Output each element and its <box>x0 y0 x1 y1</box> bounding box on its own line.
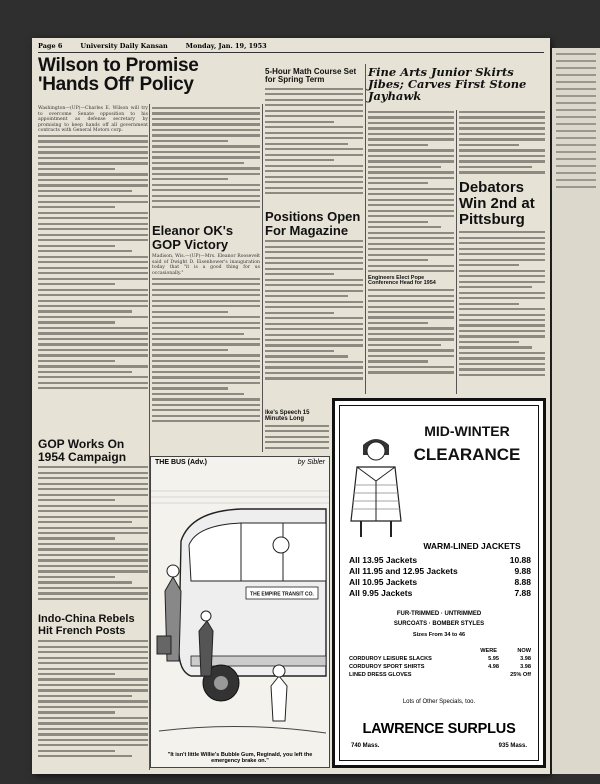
store-addresses <box>351 743 527 749</box>
column-5-top <box>459 110 545 178</box>
ike-story-text <box>265 425 329 449</box>
cartoon-caption: "It isn't little Willie's Bubble Gum, Reginald, you left the emergency brake on." <box>167 752 313 764</box>
bus-cartoon <box>150 456 330 768</box>
page-number: Page 6 <box>38 42 63 50</box>
address-1: 740 Mass. <box>351 743 380 749</box>
magazine-story-text <box>265 240 363 379</box>
specials-header: WERE NOW <box>480 648 531 654</box>
issue-date: Monday, Jan. 19, 1953 <box>185 42 267 50</box>
jayhawk-story-text <box>368 111 454 272</box>
headline-wilson: Wilson to Promise 'Hands Off' Policy <box>38 55 199 95</box>
masthead <box>38 42 544 53</box>
cartoon-header <box>151 459 329 466</box>
jacket-row-2: All 10.95 Jackets 8.88 <box>349 577 531 587</box>
address-2: 935 Mass. <box>498 743 527 749</box>
adjacent-page-edge <box>552 48 600 774</box>
cartoon-title: THE BUS (Adv.) <box>155 459 207 466</box>
column-3-math <box>265 68 363 198</box>
wilson-story-text <box>38 135 148 389</box>
paper-name: University Daily Kansan <box>80 42 168 50</box>
headline-positions-open: Positions Open For Magazine <box>265 209 361 238</box>
debators-story-text <box>459 231 545 376</box>
jacket-row-1: All 11.95 and 12.95 Jackets 9.88 <box>349 566 531 576</box>
ad-title-midwinter: MID-WINTER <box>424 423 510 439</box>
eleanor-story-text <box>152 278 260 423</box>
lawrence-surplus-ad <box>332 398 546 768</box>
eleanor-dateline: Madison, Wis.—(UP)—Mrs. Eleanor Roosevelt said of Dwight D. Eisenhower's inauguration today that "it is a good thing for us occasionally." <box>152 254 260 277</box>
headline-engineers: Engineers Elect Pope Conference Head for 1954 <box>368 274 436 287</box>
engineers-story-text <box>368 289 454 373</box>
special-row-2: LINED DRESS GLOVES 25% Off <box>349 672 531 678</box>
column-3-magazine <box>265 210 363 406</box>
indochina-story-text <box>38 640 148 757</box>
gop-story-text <box>38 466 148 600</box>
column-1-indochina <box>38 614 148 770</box>
math-story-text <box>265 88 363 194</box>
headline-ike-speech: Ike's Speech 15 Minutes Long <box>265 410 310 423</box>
fur-trim-line: FUR-TRIMMED · UNTRIMMED <box>396 611 482 617</box>
column-1-gop <box>38 438 148 606</box>
headline-gop-1954: GOP Works On 1954 Campaign <box>38 437 127 464</box>
special-row-0: CORDUROY LEISURE SLACKS 5.95 3.98 <box>349 656 531 662</box>
headline-debators: Debators Win 2nd at Pittsburg <box>459 179 535 228</box>
other-specials: Lots of Other Specials, too. <box>402 699 476 705</box>
column-5-debators <box>459 180 545 394</box>
surcoat-line: SURCOATS · BOMBER STYLES <box>393 621 485 627</box>
cartoon-illustration <box>151 471 329 751</box>
headline-eleanor: Eleanor OK's GOP Victory <box>152 223 234 252</box>
column-4-jayhawk <box>368 66 544 108</box>
headline-fine-arts: Fine Arts Junior Skirts Jibes; Carves First Stone Jayhawk <box>368 65 527 104</box>
column-3-ike <box>265 410 329 456</box>
jacket-man-illustration <box>343 425 409 537</box>
jacket-row-0: All 13.95 Jackets 10.88 <box>349 555 531 565</box>
headline-math-course: 5-Hour Math Course Set for Spring Term <box>265 67 357 85</box>
jacket-price-list <box>349 555 531 599</box>
jayhawk-continued-text <box>459 111 545 174</box>
jacket-row-3: All 9.95 Jackets 7.88 <box>349 588 531 598</box>
wilson-continued-text <box>152 107 260 208</box>
special-row-1: CORDUROY SPORT SHIRTS 4.98 3.98 <box>349 664 531 670</box>
specials-list <box>349 647 531 679</box>
ad-title-clearance: CLEARANCE <box>413 445 521 464</box>
newspaper-page <box>32 38 550 774</box>
wilson-lead: Washington—(UP)—Charles E. Wilson will try to overcome Senate opposition to his appointment as defense secretary by promising to keep hands off all government contracts with General Motors corp. <box>38 106 148 134</box>
column-4a-body <box>368 110 454 394</box>
sizes-line: Sizes From 34 to 46 <box>412 632 466 638</box>
cartoon-byline: by Sibler <box>297 459 325 466</box>
headline-indochina: Indo-China Rebels Hit French Posts <box>38 613 135 637</box>
bus-sign: THE EMPIRE TRANSIT CO. <box>250 591 314 598</box>
column-2-eleanor <box>152 224 260 452</box>
column-1-body <box>38 106 148 436</box>
ad-subtitle: WARM-LINED JACKETS <box>423 541 521 551</box>
column-2-top <box>152 106 260 216</box>
store-name: LAWRENCE SURPLUS <box>362 721 516 737</box>
